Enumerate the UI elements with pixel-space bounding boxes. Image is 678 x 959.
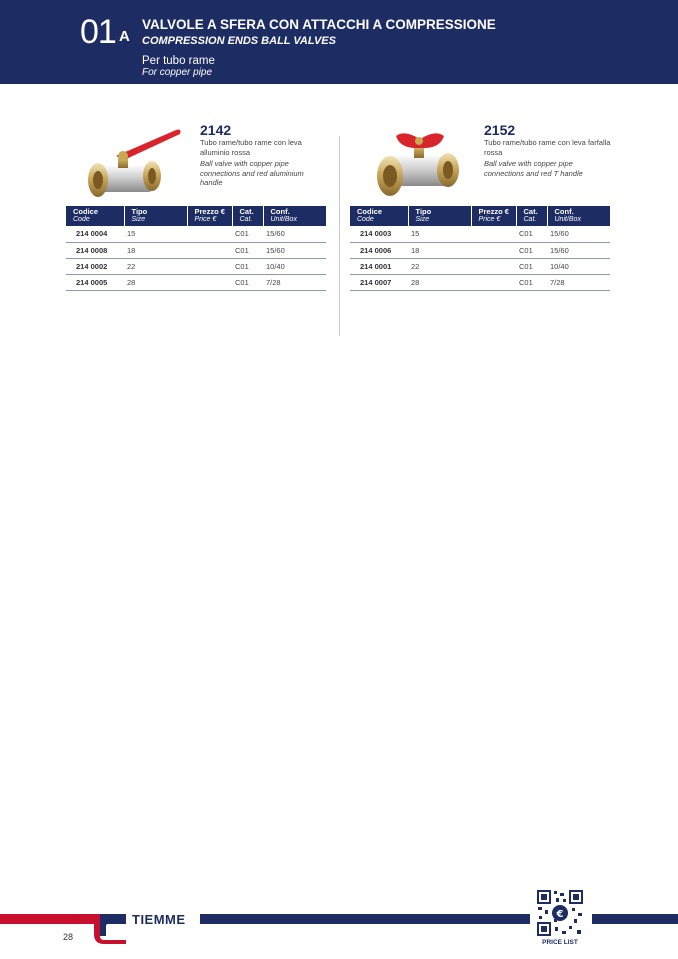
page-number: 28 [63,932,74,942]
col-box-header: Conf. Unit/Box [547,206,610,226]
ball-valve-lever-image [76,120,194,204]
row-size: 18 [124,242,187,258]
row-cat: C01 [232,274,263,290]
row-code: 214 0001 [350,258,408,274]
col-code-header: Codice Code [350,206,408,226]
row-code: 214 0008 [66,242,124,258]
row-cat: C01 [516,242,547,258]
row-code: 214 0002 [66,258,124,274]
row-code: 214 0007 [350,274,408,290]
col-price-header: Prezzo € Price € [471,206,516,226]
row-price [187,274,232,290]
product-description-english: Ball valve with copper pipe connections and red aluminium handle [200,159,304,187]
column-divider [339,136,340,336]
table-header-row [350,206,610,226]
footer-navy-band-right [592,914,678,924]
table-row [350,242,610,258]
row-box: 7/28 [263,274,326,290]
row-box: 15/60 [263,226,326,242]
title-italian: VALVOLE A SFERA CON ATTACCHI A COMPRESSIONE [142,17,496,32]
svg-text:€: € [556,909,564,920]
row-cat: C01 [232,258,263,274]
row-box: 15/60 [263,242,326,258]
col-size-header: Tipo Size [408,206,471,226]
product-table [350,206,610,291]
row-price [187,226,232,242]
row-price [187,242,232,258]
row-size: 18 [408,242,471,258]
col-cat-header: Cat. Cat. [516,206,547,226]
row-size: 22 [124,258,187,274]
product-description-italian: Tubo rame/tubo rame con leva farfalla rossa [484,138,611,157]
table-row [66,274,326,290]
title-english: COMPRESSION ENDS BALL VALVES [142,35,336,47]
product-code: 2142 [200,122,232,138]
row-price [471,242,516,258]
product-code: 2152 [484,122,516,138]
row-code: 214 0004 [66,226,124,242]
row-cat: C01 [516,226,547,242]
col-size-header: Tipo Size [124,206,187,226]
table-row [66,226,326,242]
product-description-english: Ball valve with copper pipe connections and red T handle [484,159,583,178]
row-size: 28 [408,274,471,290]
row-code: 214 0003 [350,226,408,242]
table-header-row [66,206,326,226]
row-price [471,226,516,242]
page-header [0,0,678,84]
row-price [471,274,516,290]
section-letter: A [119,28,130,45]
table-row [350,258,610,274]
brand-logo: TIEMME [128,913,190,927]
row-cat: C01 [232,242,263,258]
product-description-italian: Tubo rame/tubo rame con leva alluminio rossa [200,138,302,157]
row-box: 10/40 [263,258,326,274]
col-box-header: Conf. Unit/Box [263,206,326,226]
qr-label: PRICE LIST [542,939,578,946]
col-cat-header: Cat. Cat. [232,206,263,226]
row-size: 22 [408,258,471,274]
col-code-header: Codice Code [66,206,124,226]
row-cat: C01 [232,226,263,242]
table-row [66,258,326,274]
row-box: 7/28 [547,274,610,290]
row-size: 28 [124,274,187,290]
row-price [187,258,232,274]
product-table [66,206,326,291]
row-size: 15 [408,226,471,242]
row-cat: C01 [516,258,547,274]
row-box: 15/60 [547,242,610,258]
row-box: 10/40 [547,258,610,274]
table-row [66,242,326,258]
section-number: 01 [80,13,116,51]
row-box: 15/60 [547,226,610,242]
row-cat: C01 [516,274,547,290]
row-code: 214 0006 [350,242,408,258]
footer-red-band [0,914,100,924]
footer-bend-decoration [86,914,126,944]
subtitle-italian: Per tubo rame [142,55,215,67]
footer-navy-band [200,914,530,924]
col-price-header: Prezzo € Price € [187,206,232,226]
table-row [350,226,610,242]
row-size: 15 [124,226,187,242]
row-price [471,258,516,274]
table-row [350,274,610,290]
qr-code-icon[interactable] [536,889,584,937]
subtitle-english: For copper pipe [142,67,213,78]
ball-valve-butterfly-image [360,120,478,204]
row-code: 214 0005 [66,274,124,290]
